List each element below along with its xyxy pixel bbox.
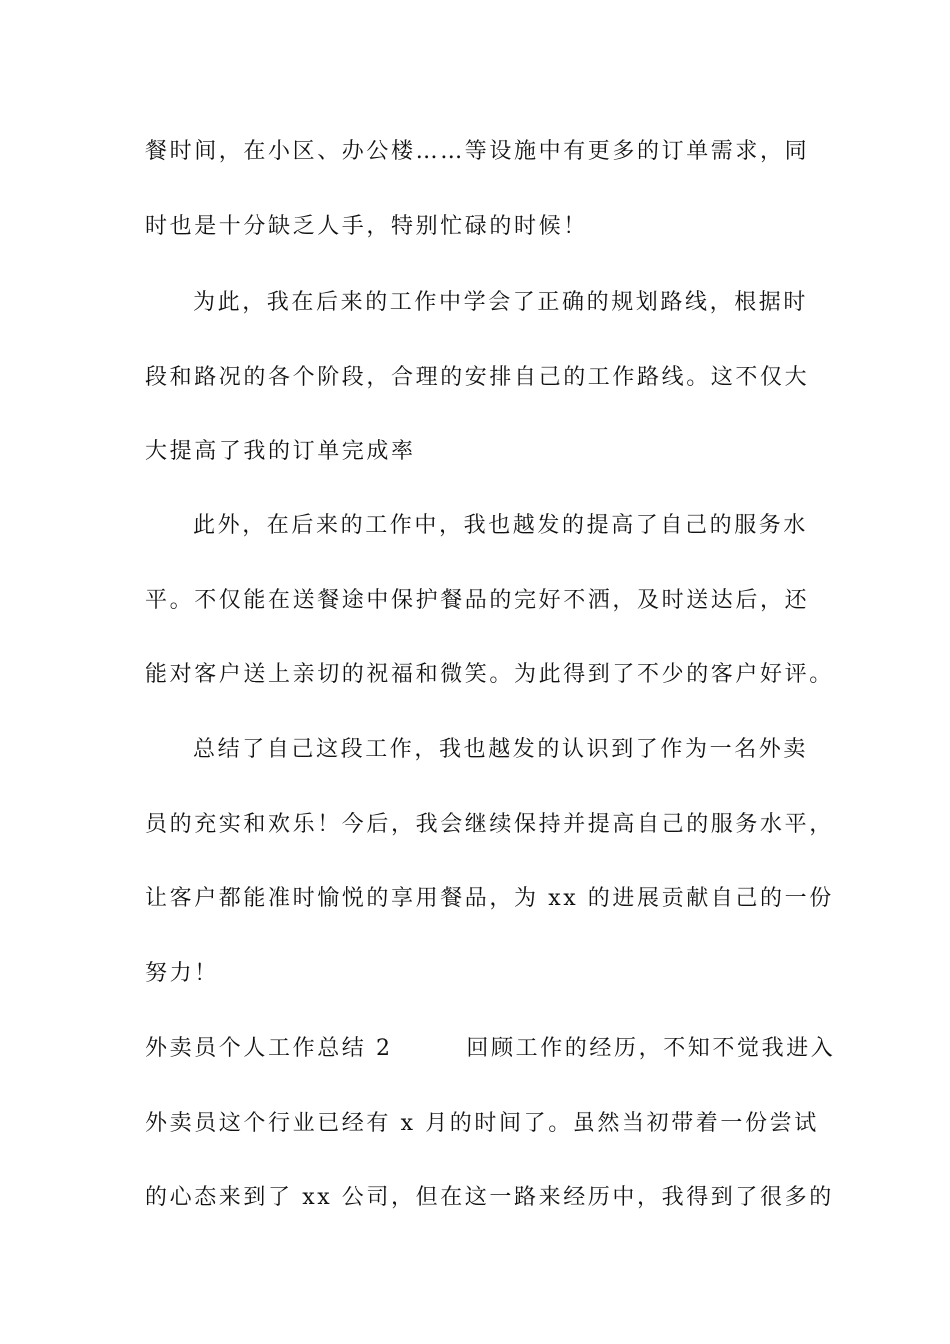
text-line: 段和路况的各个阶段，合理的安排自己的工作路线。这不仅大: [145, 365, 810, 390]
text-line: 大提高了我的订单完成率: [145, 439, 416, 464]
paragraph-first-line: 总结了自己这段工作，我也越发的认识到了作为一名外卖: [193, 737, 809, 762]
section-heading-line: 外卖员个人工作总结 2 回顾工作的经历，不知不觉我进入: [145, 1036, 836, 1061]
text-line: 餐时间，在小区、办公楼……等设施中有更多的订单需求，同: [145, 139, 810, 164]
text-line: 让客户都能准时愉悦的享用餐品，为 xx 的进展贡献自己的一份: [145, 886, 834, 911]
text-line: 能对客户送上亲切的祝福和微笑。为此得到了不少的客户好评。: [145, 662, 834, 687]
text-line: 平。不仅能在送餐途中保护餐品的完好不洒，及时送达后，还: [145, 588, 810, 613]
text-line: 努力！: [145, 961, 219, 986]
text-line: 的心态来到了 xx 公司，但在这一路来经历中，我得到了很多的: [145, 1185, 834, 1210]
text-line: 外卖员这个行业已经有 x 月的时间了。虽然当初带着一份尝试: [145, 1111, 819, 1136]
text-line: 员的充实和欢乐！今后，我会继续保持并提高自己的服务水平，: [145, 812, 834, 837]
paragraph-first-line: 为此，我在后来的工作中学会了正确的规划路线，根据时: [193, 290, 809, 315]
text-line: 时也是十分缺乏人手，特别忙碌的时候！: [145, 214, 588, 239]
paragraph-first-line: 此外，在后来的工作中，我也越发的提高了自己的服务水: [193, 513, 809, 538]
